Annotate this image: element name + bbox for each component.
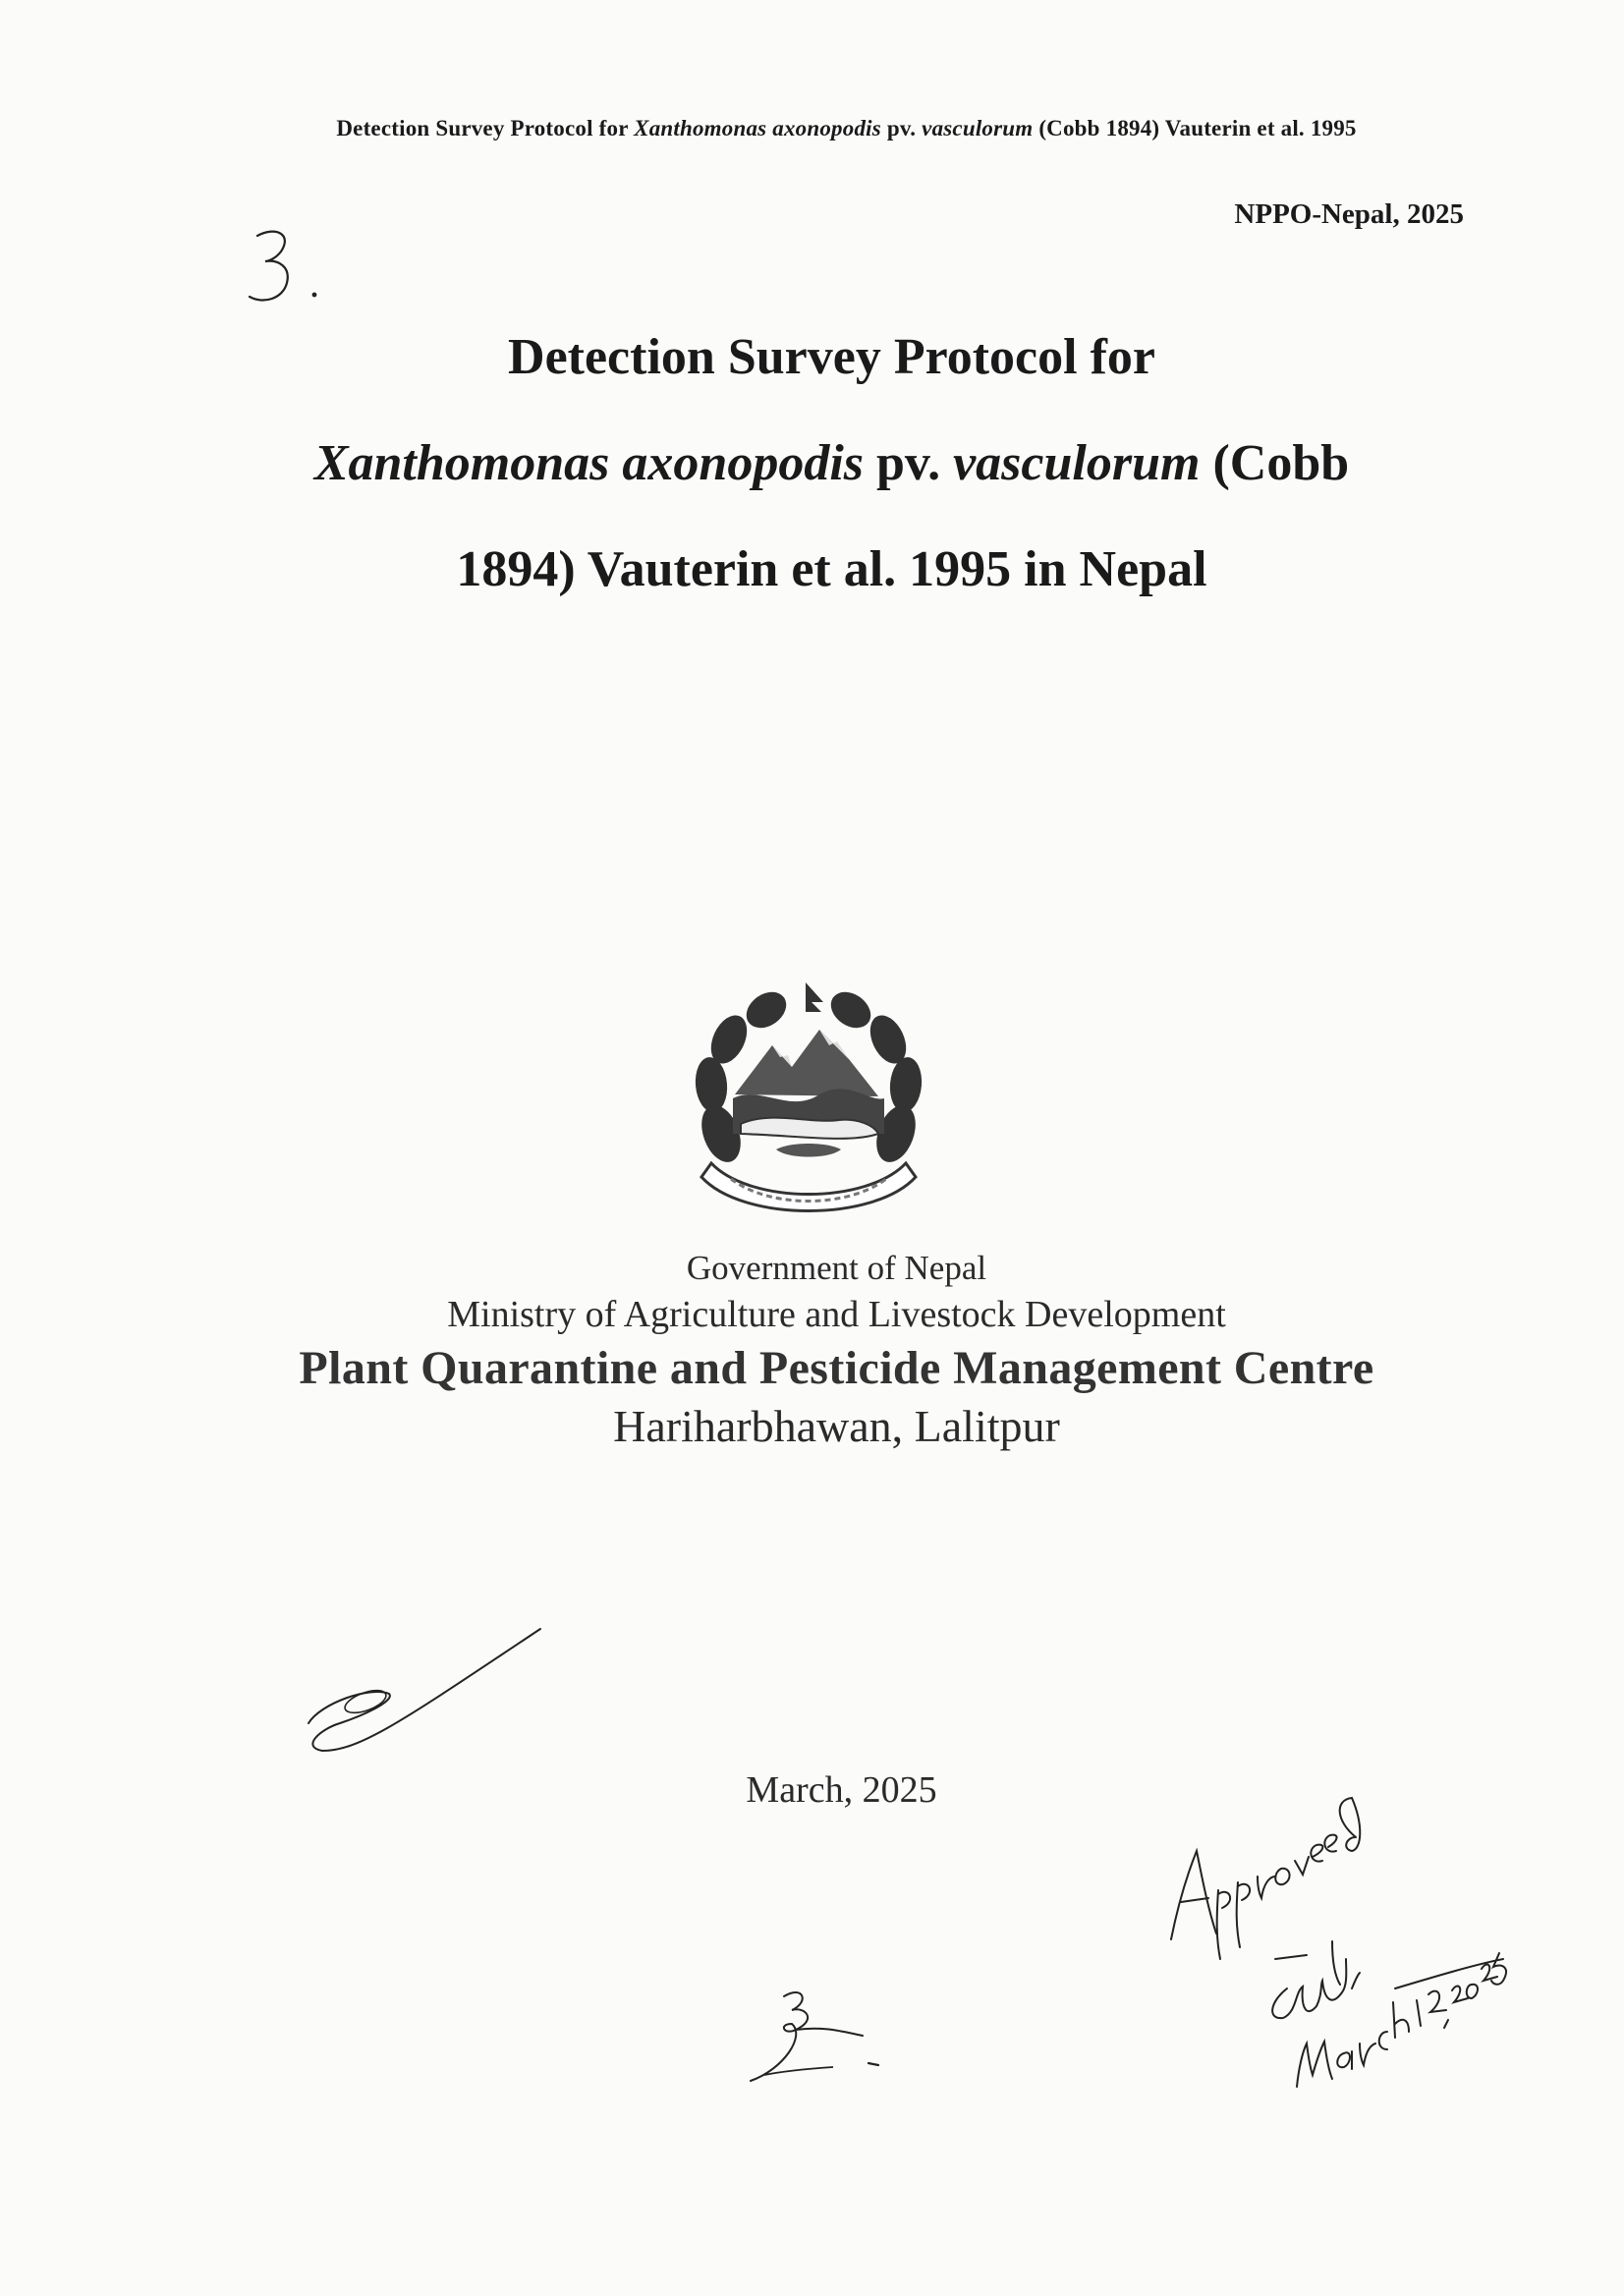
title-line-1: Detection Survey Protocol for xyxy=(508,329,1155,385)
publication-date: March, 2025 xyxy=(746,1769,937,1811)
running-header-pathovar: vasculorum xyxy=(922,116,1034,140)
handwritten-item-number xyxy=(246,224,334,317)
nppo-label: NPPO-Nepal, 2025 xyxy=(1234,198,1464,230)
organization-block xyxy=(0,1246,1624,1454)
centre-location: Hariharbhawan, Lalitpur xyxy=(613,1401,1060,1451)
title-line-2 xyxy=(39,411,1624,517)
government-name: Government of Nepal xyxy=(686,1249,987,1287)
document-title xyxy=(0,305,1624,623)
approval-annotation xyxy=(1159,1792,1513,2111)
title-pv: pv. xyxy=(876,435,941,491)
signature-bottom xyxy=(745,1981,892,2103)
signature-left xyxy=(301,1625,546,1777)
running-header-species: Xanthomonas axonopodis xyxy=(634,116,881,140)
title-pathovar: vasculorum xyxy=(953,435,1201,491)
title-line-3: 1894) Vauterin et al. 1995 in Nepal xyxy=(456,541,1207,597)
ministry-name: Ministry of Agriculture and Livestock Development xyxy=(447,1294,1226,1335)
running-header-suffix: (Cobb 1894) Vauterin et al. 1995 xyxy=(1038,116,1357,140)
running-header xyxy=(0,116,1624,141)
nepal-emblem xyxy=(682,977,935,1226)
title-suffix: (Cobb xyxy=(1212,435,1350,491)
centre-name: Plant Quarantine and Pesticide Management Centre xyxy=(299,1342,1374,1394)
running-header-pv: pv. xyxy=(886,116,917,140)
title-species: Xanthomonas axonopodis xyxy=(313,435,865,491)
running-header-prefix: Detection Survey Protocol for xyxy=(336,116,629,140)
